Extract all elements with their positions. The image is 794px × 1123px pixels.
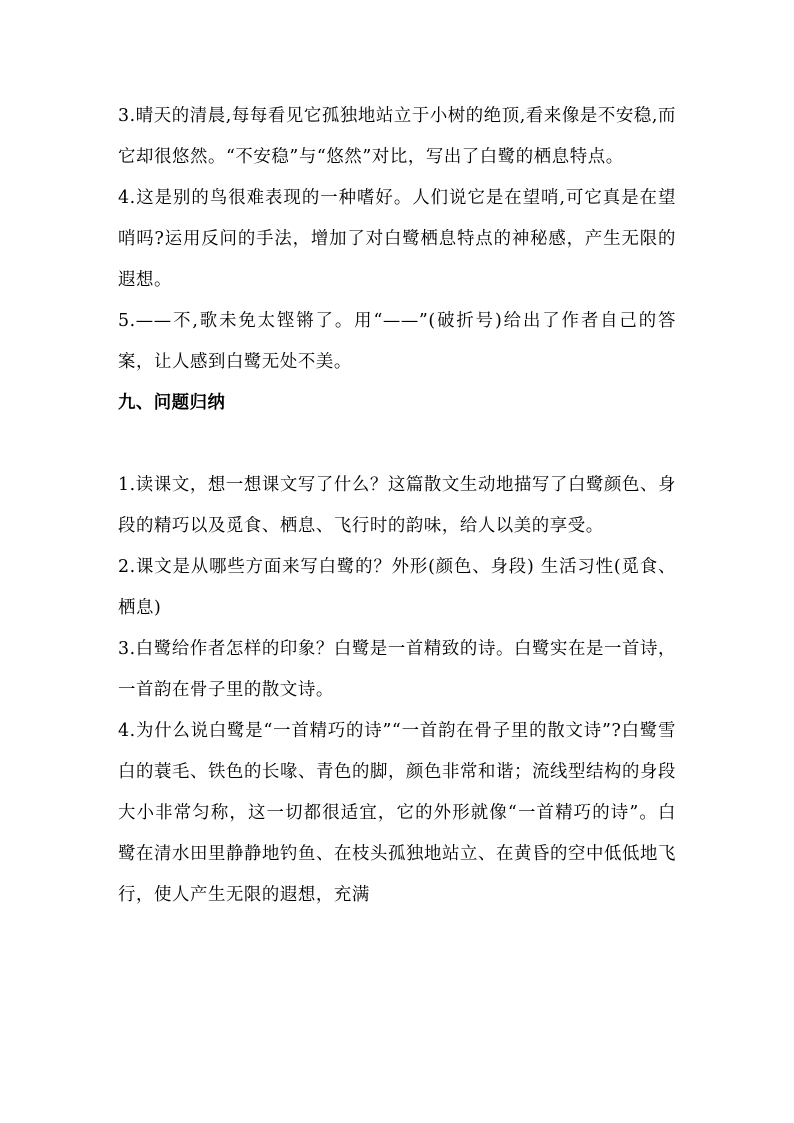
paragraph-item-4: 4.这是别的鸟很难表现的一种嗜好。人们说它是在望哨,可它真是在望哨吗?运用反问的手法，增加了对白鹭栖息特点的神秘感，产生无限的遐想。 bbox=[118, 188, 676, 290]
section-heading: 九、问题归纳 bbox=[118, 393, 226, 413]
paragraph-item-3: 3.晴天的清晨,每每看见它孤独地站立于小树的绝顶,看来像是不安稳,而它却很悠然。“不安稳”与“悠然”对比，写出了白鹭的栖息特点。 bbox=[118, 106, 676, 167]
question-item-3: 3.白鹭给作者怎样的印象？白鹭是一首精致的诗。白鹭实在是一首诗，一首韵在骨子里的散文诗。 bbox=[118, 639, 676, 700]
paragraph-item-5: 5.——不,歌未免太铿锵了。用“——”(破折号)给出了作者自己的答案，让人感到白鹭无处不美。 bbox=[118, 311, 676, 372]
document-page bbox=[118, 96, 676, 916]
question-item-4: 4.为什么说白鹭是“一首精巧的诗”“一首韵在骨子里的散文诗”?白鹭雪白的蓑毛、铁色的长喙、青色的脚，颜色非常和谐；流线型结构的身段大小非常匀称，这一切都很适宜，它的外形就像“一首精巧的诗”。白鹭在清水田里静静地钓鱼、在枝头孤独地站立、在黄昏的空中低低地飞行，使人产生无限的遐想，充满 bbox=[118, 721, 676, 905]
question-item-2: 2.课文是从哪些方面来写白鹭的？外形(颜色、身段) 生活习性(觅食、栖息) bbox=[118, 557, 676, 618]
question-item-1: 1.读课文，想一想课文写了什么？这篇散文生动地描写了白鹭颜色、身段的精巧以及觅食、栖息、飞行时的韵味，给人以美的享受。 bbox=[118, 475, 676, 536]
